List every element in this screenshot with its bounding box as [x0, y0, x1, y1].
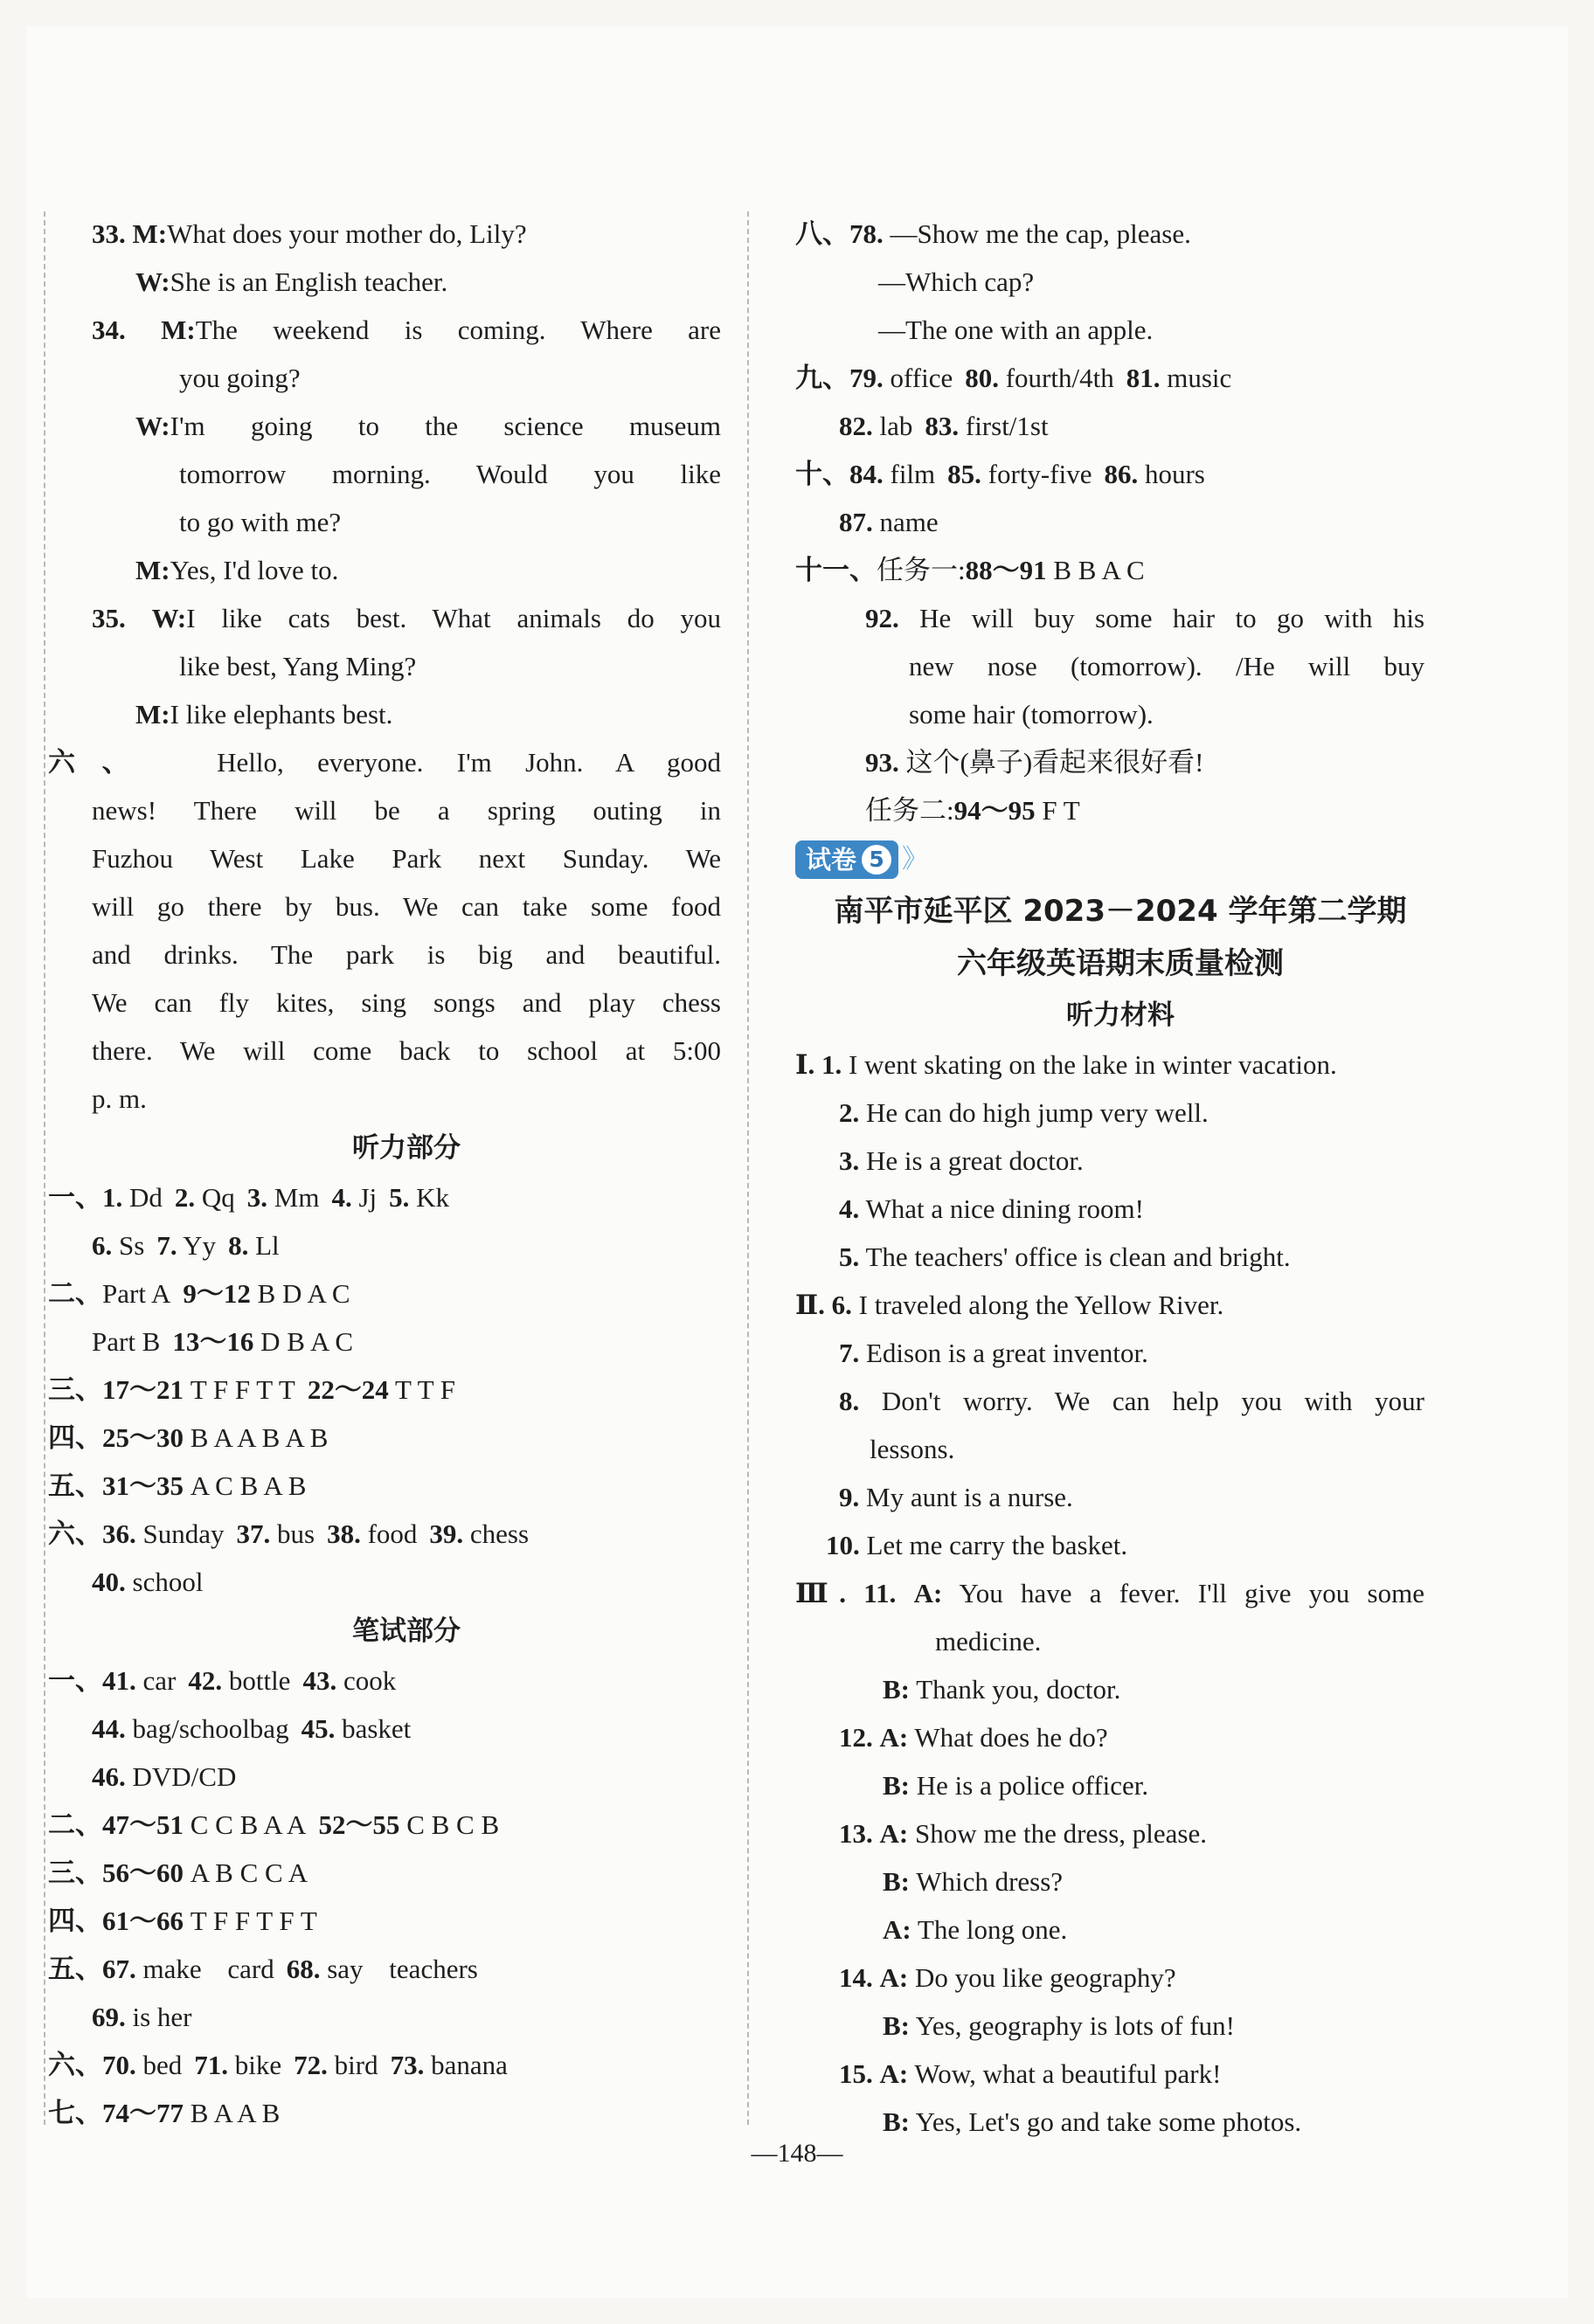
passage-6-line-1: 六、 Hello, everyone. I'm John. A good [48, 747, 722, 778]
written-1-answers-cont: 44. bag/schoolbag 45. basket [92, 1713, 412, 1744]
listening-heading: 听力部分 [352, 1132, 461, 1164]
dialogue-34-answer: W:I'm going to the science museum [135, 411, 721, 441]
dialogue-34-question: 34. M:The weekend is coming. Where are [92, 315, 722, 345]
dialogue-34-question-cont: you going? [179, 363, 301, 393]
section-9-answers: 九、79. office 80. fourth/4th 81. music [795, 363, 1232, 393]
material-2-item-8-cont: lessons. [870, 1434, 955, 1464]
left-column [48, 210, 722, 2137]
listening-2-part-b: Part B 13～16 D B A C [92, 1326, 354, 1357]
listening-6-answers: 六、36. Sunday 37. bus 38. food 39. chess [48, 1518, 530, 1549]
material-2-item-6: Ⅱ. 6. I traveled along the Yellow River. [795, 1290, 1224, 1320]
answer-key-page [26, 26, 1568, 2298]
material-2-item-10: 10. Let me carry the basket. [826, 1530, 1128, 1560]
paper-number: 5 [862, 845, 891, 875]
dialogue-34-reply: M:Yes, I'd love to. [135, 555, 339, 585]
dialogue-33-answer: W:She is an English teacher. [135, 266, 448, 297]
exam-title-line-2: 六年级英语期末质量检测 [957, 946, 1284, 981]
material-3-item-11: Ⅲ. 11. A: You have a fever. I'll give you some [795, 1578, 1424, 1608]
written-1-answers-cont2: 46. DVD/CD [92, 1761, 237, 1792]
dialogue-34-answer-cont2: to go with me? [179, 507, 342, 537]
written-3-answers: 三、56～60 A B C C A [48, 1857, 308, 1888]
material-2-item-9: 9. My aunt is a nurse. [839, 1482, 1073, 1512]
section-10-answers: 十、84. film 85. forty-five 86. hours [795, 459, 1205, 489]
material-3-item-13-b: B: Which dress? [883, 1866, 1064, 1897]
passage-6-line-7: there. We will come back to school at 5:00 [92, 1035, 721, 1066]
exam-title-line-1: 南平市延平区 2023－2024 学年第二学期 [834, 894, 1407, 929]
page-number: —148— [751, 2139, 843, 2168]
section-11-92-line-2: new nose (tomorrow). /He will buy [909, 651, 1424, 681]
listening-3-answers: 三、17～21 T F F T T 22～24 T T F [48, 1374, 455, 1405]
section-8-line-1: 八、78. —Show me the cap, please. [795, 218, 1191, 249]
section-11-task2: 任务二:94～95 F T [865, 795, 1080, 826]
written-6-answers: 六、70. bed 71. bike 72. bird 73. banana [48, 2050, 508, 2080]
material-1-item-3: 3. He is a great doctor. [839, 1145, 1084, 1176]
material-1-item-1: Ⅰ. 1. I went skating on the lake in winter vacation. [795, 1049, 1337, 1080]
written-4-answers: 四、61～66 T F F T F T [48, 1906, 317, 1936]
section-8-line-3: —The one with an apple. [878, 315, 1154, 345]
paper-badge-row [795, 834, 1424, 885]
section-9-answers-cont: 82. lab 83. first/1st [839, 411, 1049, 441]
section-11-task1: 十一、任务一:88～91 B B A C [795, 555, 1145, 585]
section-11-93: 93. 这个(鼻子)看起来很好看! [865, 747, 1204, 778]
material-3-item-14-a: 14. A: Do you like geography? [839, 1962, 1176, 1993]
dialogue-35-question: 35. W:I like cats best. What animals do you [92, 603, 722, 633]
left-margin-rule [44, 211, 45, 2125]
dialogue-33-question: 33. M:What does your mother do, Lily? [92, 218, 527, 249]
material-3-item-12-b: B: He is a police officer. [883, 1770, 1149, 1801]
column-divider-rule [747, 211, 749, 2125]
section-11-92-line-1: 92. He will buy some hair to go with his [865, 603, 1425, 633]
listening-1-answers: 一、1. Dd 2. Qq 3. Mm 4. Jj 5. Kk [48, 1182, 450, 1213]
written-2-answers: 二、47～51 C C B A A 52～55 C B C B [48, 1809, 500, 1840]
written-heading: 笔试部分 [352, 1615, 461, 1647]
dialogue-35-question-cont: like best, Yang Ming? [179, 651, 417, 681]
material-1-item-4: 4. What a nice dining room! [839, 1193, 1144, 1224]
material-3-item-12-a: 12. A: What does he do? [839, 1722, 1108, 1753]
material-3-item-13-a: 13. A: Show me the dress, please. [839, 1818, 1208, 1849]
passage-6-line-6: We can fly kites, sing songs and play chess [92, 987, 721, 1018]
right-column [795, 210, 1424, 2146]
section-10-answers-cont: 87. name [839, 507, 939, 537]
material-1-item-2: 2. He can do high jump very well. [839, 1097, 1209, 1128]
passage-6-line-2: news! There will be a spring outing in [92, 795, 721, 826]
listening-1-answers-cont: 6. Ss 7. Yy 8. Ll [92, 1230, 280, 1261]
listening-6-answers-cont: 40. school [92, 1567, 204, 1597]
material-2-item-8: 8. Don't worry. We can help you with your [839, 1386, 1424, 1416]
passage-6-line-3: Fuzhou West Lake Park next Sunday. We [92, 843, 721, 874]
material-3-item-11-b: B: Thank you, doctor. [883, 1674, 1121, 1705]
material-3-item-14-b: B: Yes, geography is lots of fun! [883, 2010, 1235, 2041]
paper-badge: 试卷 5 [795, 840, 898, 879]
material-2-item-7: 7. Edison is a great inventor. [839, 1338, 1148, 1368]
section-8-line-2: —Which cap? [878, 266, 1035, 297]
listening-2-part-a: 二、Part A 9～12 B D A C [48, 1278, 350, 1309]
written-1-answers: 一、41. car 42. bottle 43. cook [48, 1665, 397, 1696]
material-3-item-13-c: A: The long one. [883, 1914, 1068, 1945]
chevron-right-icon: 》 [902, 845, 920, 874]
material-3-item-11-cont: medicine. [935, 1626, 1042, 1657]
written-5-answers: 五、67. make card 68. say teachers [48, 1954, 478, 1984]
written-7-answers: 七、74～77 B A A B [48, 2098, 281, 2128]
dialogue-34-answer-cont: tomorrow morning. Would you like [179, 459, 721, 489]
passage-6-line-5: and drinks. The park is big and beautiful. [92, 939, 721, 970]
material-1-item-5: 5. The teachers' office is clean and bright. [839, 1242, 1291, 1272]
written-5-answers-cont: 69. is her [92, 2002, 192, 2032]
passage-6-line-4: will go there by bus. We can take some food [92, 891, 721, 922]
passage-6-line-8: p. m. [92, 1083, 147, 1114]
dialogue-35-answer: M:I like elephants best. [135, 699, 393, 730]
listening-4-answers: 四、25～30 B A A B A B [48, 1422, 329, 1453]
section-11-92-line-3: some hair (tomorrow). [909, 699, 1154, 730]
material-3-item-15-a: 15. A: Wow, what a beautiful park! [839, 2058, 1222, 2089]
listening-5-answers: 五、31～35 A C B A B [48, 1470, 307, 1501]
material-3-item-15-b: B: Yes, Let's go and take some photos. [883, 2106, 1302, 2137]
listening-material-heading: 听力材料 [1066, 999, 1175, 1031]
